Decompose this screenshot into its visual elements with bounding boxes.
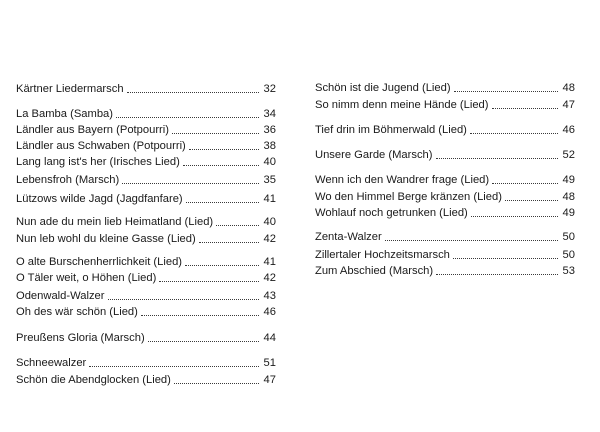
toc-entry-page: 52 (562, 149, 575, 161)
dot-leader (492, 183, 558, 184)
toc-entry-title: Nun ade du mein lieb Heimatland (Lied) (16, 216, 214, 228)
toc-entry-page: 47 (562, 99, 575, 111)
toc-entry[interactable] (16, 289, 276, 303)
toc-entry[interactable] (16, 356, 276, 370)
toc-entry-page: 46 (263, 306, 276, 318)
toc-entry-page: 51 (263, 357, 276, 369)
toc-entry[interactable] (16, 82, 276, 96)
toc-entry-page: 32 (263, 83, 276, 95)
toc-entry-page: 38 (263, 140, 276, 152)
toc-entry[interactable] (16, 139, 276, 153)
toc-entry-page: 48 (562, 82, 575, 94)
toc-entry-page: 53 (562, 265, 575, 277)
toc-entry-title: Zum Abschied (Marsch) (315, 265, 434, 277)
dot-leader (185, 265, 259, 266)
toc-entry[interactable] (315, 248, 575, 262)
dot-leader (148, 341, 259, 342)
toc-entry-title: Lützows wilde Jagd (Jagdfanfare) (16, 193, 183, 205)
toc-entry-title: Unsere Garde (Marsch) (315, 149, 433, 161)
toc-entry-title: Ländler aus Bayern (Potpourri) (16, 124, 169, 136)
dot-leader (122, 183, 259, 184)
dot-leader (492, 108, 559, 109)
toc-entry[interactable] (315, 264, 575, 278)
toc-entry[interactable] (315, 123, 575, 137)
toc-entry-title: Preußens Gloria (Marsch) (16, 332, 145, 344)
dot-leader (89, 366, 259, 367)
toc-entry-page: 48 (562, 191, 575, 203)
toc-entry-page: 40 (263, 156, 276, 168)
toc-entry[interactable] (16, 173, 276, 187)
toc-entry-title: Tief drin im Böhmerwald (Lied) (315, 124, 467, 136)
toc-entry[interactable] (16, 305, 276, 319)
toc-entry[interactable] (16, 232, 276, 246)
toc-entry[interactable] (315, 148, 575, 162)
toc-entry-page: 49 (562, 207, 575, 219)
toc-entry[interactable] (16, 215, 276, 229)
toc-entry-page: 50 (562, 249, 575, 261)
dot-leader (183, 165, 259, 166)
dot-leader (189, 149, 259, 150)
toc-entry-title: Wohlauf noch getrunken (Lied) (315, 207, 468, 219)
toc-entry-title: Schön ist die Jugend (Lied) (315, 82, 451, 94)
toc-entry[interactable] (16, 255, 276, 269)
toc-entry-title: Zillertaler Hochzeitsmarsch (315, 249, 450, 261)
toc-entry-title: O Täler weit, o Höhen (Lied) (16, 272, 157, 284)
dot-leader (471, 216, 558, 217)
dot-leader (454, 91, 558, 92)
toc-entry-title: Wenn ich den Wandrer frage (Lied) (315, 174, 490, 186)
toc-entry[interactable] (315, 98, 575, 112)
toc-entry[interactable] (315, 190, 575, 204)
toc-entry[interactable] (315, 230, 575, 244)
toc-entry[interactable] (16, 271, 276, 285)
dot-leader (172, 133, 259, 134)
toc-entry-title: Ländler aus Schwaben (Potpourri) (16, 140, 186, 152)
toc-entry-page: 41 (263, 193, 276, 205)
toc-entry-title: Lebensfroh (Marsch) (16, 174, 120, 186)
toc-entry-page: 40 (263, 216, 276, 228)
toc-entry-title: Wo den Himmel Berge kränzen (Lied) (315, 191, 502, 203)
toc-entry-page: 34 (263, 108, 276, 120)
toc-entry-title: Schön die Abendglocken (Lied) (16, 374, 171, 386)
toc-entry-title: La Bamba (Samba) (16, 108, 114, 120)
dot-leader (199, 242, 259, 243)
toc-entry-title: Kärtner Liedermarsch (16, 83, 124, 95)
toc-entry-title: Nun leb wohl du kleine Gasse (Lied) (16, 233, 196, 245)
toc-entry-page: 41 (263, 256, 276, 268)
toc-entry-page: 50 (562, 231, 575, 243)
toc-entry-title: Odenwald-Walzer (16, 290, 105, 302)
toc-entry-title: Zenta-Walzer (315, 231, 382, 243)
toc-entry[interactable] (16, 192, 276, 206)
toc-entry-page: 47 (263, 374, 276, 386)
dot-leader (186, 202, 259, 203)
dot-leader (505, 200, 558, 201)
dot-leader (470, 133, 558, 134)
dot-leader (127, 92, 259, 93)
toc-entry[interactable] (16, 123, 276, 137)
dot-leader (116, 117, 259, 118)
dot-leader (453, 258, 558, 259)
dot-leader (174, 383, 259, 384)
toc-entry[interactable] (16, 155, 276, 169)
toc-entry-title: Oh des wär schön (Lied) (16, 306, 138, 318)
toc-entry[interactable] (16, 107, 276, 121)
dot-leader (385, 240, 558, 241)
toc-entry-page: 44 (263, 332, 276, 344)
toc-entry-page: 42 (263, 233, 276, 245)
toc-entry[interactable] (315, 206, 575, 220)
toc-entry-page: 42 (263, 272, 276, 284)
toc-entry[interactable] (315, 173, 575, 187)
toc-entry[interactable] (16, 331, 276, 345)
dot-leader (436, 158, 558, 159)
toc-entry-page: 46 (562, 124, 575, 136)
toc-entry-title: O alte Burschenherrlichkeit (Lied) (16, 256, 183, 268)
dot-leader (216, 225, 259, 226)
toc-entry-title: Lang lang ist's her (Irisches Lied) (16, 156, 180, 168)
toc-entry-page: 43 (263, 290, 276, 302)
dot-leader (436, 274, 558, 275)
dot-leader (159, 281, 259, 282)
dot-leader (108, 299, 260, 300)
toc-entry[interactable] (315, 81, 575, 95)
toc-entry-page: 35 (263, 174, 276, 186)
toc-entry-title: Schneewalzer (16, 357, 87, 369)
toc-entry-title: So nimm denn meine Hände (Lied) (315, 99, 489, 111)
toc-entry-page: 49 (562, 174, 575, 186)
toc-entry-page: 36 (263, 124, 276, 136)
toc-entry[interactable] (16, 373, 276, 387)
dot-leader (141, 315, 259, 316)
